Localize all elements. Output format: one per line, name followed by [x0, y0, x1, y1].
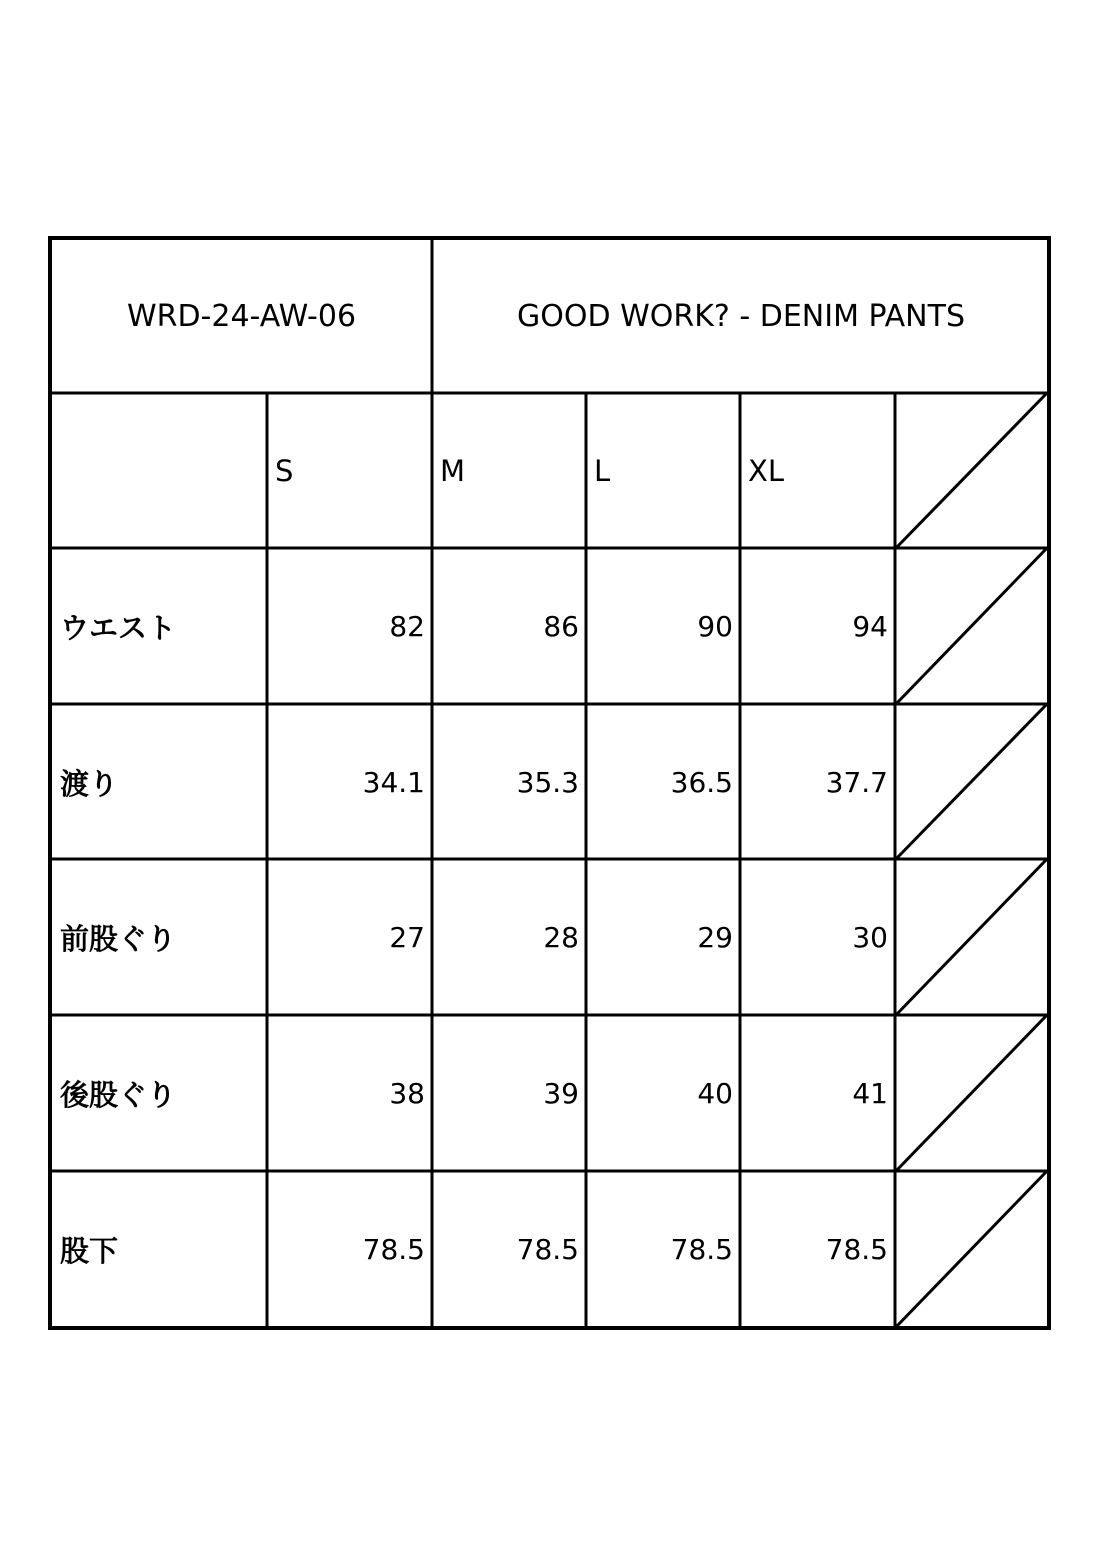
table-cell: 39	[543, 1077, 579, 1110]
table-cell: 90	[697, 610, 733, 643]
product-code: WRD-24-AW-06	[126, 298, 357, 334]
row-label-front-rise: 前股ぐり	[60, 922, 177, 956]
table-cell: 40	[697, 1077, 733, 1110]
table-cell: 35.3	[516, 765, 579, 799]
table-cell: 27	[389, 921, 425, 954]
table-cell: 28	[543, 921, 579, 954]
row-label-back-rise: 後股ぐり	[60, 1078, 177, 1112]
table-cell: 30	[852, 921, 888, 954]
product-name: GOOD WORK? - DENIM PANTS	[517, 298, 965, 334]
table-cell: 78.5	[362, 1233, 425, 1266]
table-cell: 78.5	[670, 1233, 733, 1266]
size-header-l: L	[594, 454, 611, 488]
table-cell: 41	[852, 1077, 888, 1110]
table-cell: 78.5	[825, 1233, 888, 1266]
size-chart-table	[48, 236, 1051, 1330]
table-cell: 36.5	[670, 765, 733, 799]
size-header-s: S	[275, 454, 294, 488]
table-cell: 86	[543, 610, 579, 643]
table-cell: 78.5	[516, 1233, 579, 1266]
row-label-thigh: 渡り	[60, 766, 119, 801]
row-label-waist: ウエスト	[60, 611, 177, 645]
table-cell: 38	[389, 1077, 425, 1110]
table-cell: 82	[389, 610, 425, 643]
row-label-inseam: 股下	[60, 1234, 119, 1268]
table-cell: 37.7	[825, 765, 888, 799]
table-cell: 29	[697, 921, 733, 954]
table-cell: 94	[852, 610, 888, 643]
size-header-m: M	[440, 454, 466, 488]
table-cell: 34.1	[362, 765, 425, 799]
size-header-xl: XL	[748, 454, 785, 488]
